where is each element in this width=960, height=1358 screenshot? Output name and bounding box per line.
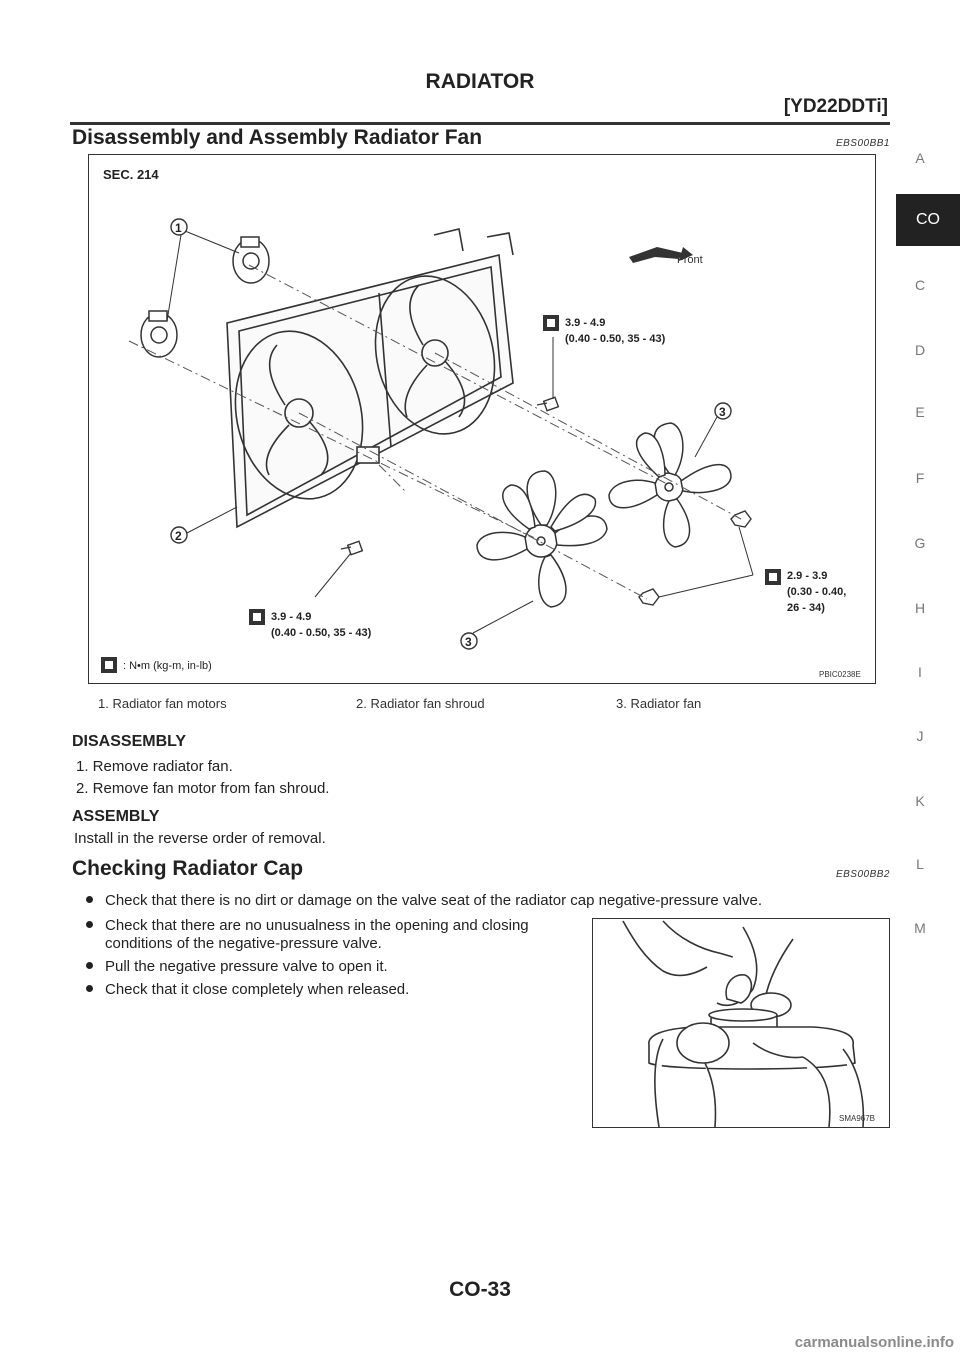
torque-wrench-icon (543, 315, 559, 331)
svg-text:3: 3 (465, 635, 472, 649)
front-label: Front (677, 254, 703, 266)
section-title-radiator-fan: Disassembly and Assembly Radiator Fan (72, 126, 483, 149)
callout-3-right (715, 403, 731, 419)
legend-item-1: 1. Radiator fan motors (98, 696, 227, 711)
engine-code: [YD22DDTi] (783, 96, 888, 117)
section-ref-code: EBS00BB1 (835, 138, 890, 149)
side-index-e[interactable]: E (915, 404, 925, 420)
assembly-heading: ASSEMBLY (72, 808, 160, 825)
units-legend: : N•m (kg-m, in-lb) (123, 660, 212, 672)
header-rule (70, 122, 890, 125)
figure-code: PBIC0238E (819, 670, 861, 679)
callout-2 (171, 527, 187, 543)
torque-wrench-icon (249, 609, 265, 625)
radiator-fan-right-drawing (609, 423, 731, 547)
side-index-l[interactable]: L (916, 856, 924, 872)
torque-top-line1: 3.9 - 4.9 (565, 317, 606, 329)
torque-top-line2: (0.40 - 0.50, 35 - 43) (565, 333, 666, 345)
section-ref-code: EBS00BB2 (835, 869, 890, 880)
cap-check-bullet-2: Check that there are no unusualness in the opening and closing (86, 917, 586, 934)
torque-bottom-line1: 3.9 - 4.9 (271, 611, 312, 623)
page-number: CO-33 (449, 1278, 511, 1301)
fan-motor-2-drawing (141, 311, 177, 357)
bullet-icon (86, 962, 93, 969)
callout-1 (171, 219, 187, 235)
side-index-a[interactable]: A (915, 150, 925, 166)
figure-code: SMA967B (839, 1114, 876, 1123)
cap-check-bullet-1: Check that there is no dirt or damage on the valve seat of the radiator cap negative-pressure valve. (86, 892, 886, 909)
exploded-view-drawing (89, 155, 875, 683)
side-index-f[interactable]: F (915, 470, 925, 486)
torque-wrench-icon (765, 569, 781, 585)
watermark-text: carmanualsonline.info (794, 1334, 954, 1351)
side-index-co[interactable]: CO (896, 194, 960, 246)
side-index-c[interactable]: C (914, 277, 926, 293)
side-index-k[interactable]: K (915, 793, 925, 809)
side-index-i[interactable]: I (918, 664, 922, 680)
radiator-fan-left-drawing (477, 471, 607, 607)
bolt-top-icon (537, 397, 558, 411)
callout-3-left (461, 633, 477, 649)
side-index-j[interactable]: J (916, 728, 924, 744)
bullet-icon (86, 985, 93, 992)
cap-check-bullet-2-cont: conditions of the negative-pressure valve. (105, 935, 382, 952)
bullet-icon (86, 896, 93, 903)
torque-right-line1: 2.9 - 3.9 (787, 570, 828, 582)
disassembly-step-1: 1. Remove radiator fan. (76, 758, 233, 775)
torque-wrench-icon (101, 657, 117, 673)
disassembly-heading: DISASSEMBLY (72, 733, 187, 750)
torque-bottom-line2: (0.40 - 0.50, 35 - 43) (271, 627, 372, 639)
cap-check-bullet-4: Check that it close completely when released. (86, 981, 586, 998)
side-index-m[interactable]: M (914, 920, 926, 936)
legend-item-3: 3. Radiator fan (616, 696, 702, 711)
side-index-d[interactable]: D (914, 342, 926, 358)
svg-text:3: 3 (719, 405, 726, 419)
bullet-icon (86, 921, 93, 928)
radiator-cap-drawing (593, 919, 889, 1127)
cap-check-bullet-3: Pull the negative pressure valve to open it. (86, 958, 586, 975)
fan-motor-1-drawing (233, 237, 269, 283)
svg-text:2: 2 (175, 529, 182, 543)
torque-right-line3: 26 - 34) (787, 602, 825, 614)
torque-right-line2: (0.30 - 0.40, (787, 586, 847, 598)
nut-bottom-icon (639, 589, 659, 605)
legend-item-2: 2. Radiator fan shroud (356, 696, 485, 711)
assembly-text: Install in the reverse order of removal. (74, 830, 326, 847)
svg-text:1: 1 (175, 221, 182, 235)
page-title: RADIATOR (425, 70, 535, 93)
side-index-h[interactable]: H (914, 600, 926, 616)
bolt-bottom-icon (341, 541, 362, 555)
disassembly-step-2: 2. Remove fan motor from fan shroud. (76, 780, 330, 797)
radiator-fan-diagram (88, 154, 876, 684)
sec-label: SEC. 214 (103, 167, 159, 182)
section-title-radiator-cap: Checking Radiator Cap (72, 857, 304, 880)
radiator-cap-figure (592, 918, 890, 1128)
side-index-g[interactable]: G (914, 535, 926, 551)
